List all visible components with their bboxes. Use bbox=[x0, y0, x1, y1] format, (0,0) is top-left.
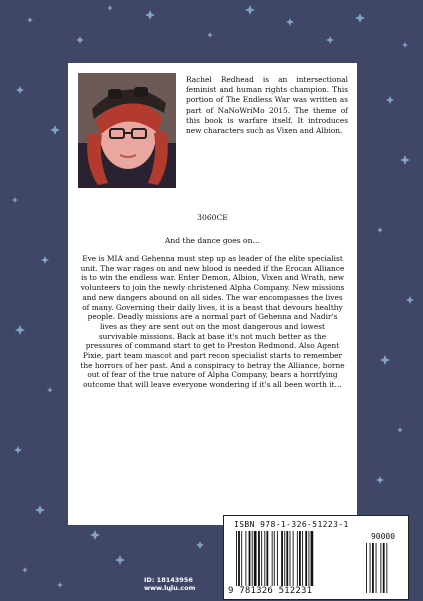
star-icon bbox=[207, 32, 213, 38]
star-icon bbox=[115, 555, 125, 565]
book-blurb: Eve is MIA and Gehenna must step up as leader of the elite specialist unit. The war rages on and new blood is needed if the Erocan Alliance is to win the endless war. Enter Demon, Albion, Vixen and Wrath, new volunteers to join the newly christened Alpha Company. New missions and new dangers abound on all sides. The war encompasses the lives of many. Governing their daily lives, it is a beast that devours healthy people. Deadly missions are a normal part of Gehenna and Nadir's lives as they are sent out on the most dangerous and lowest survivable missions. Back at base it's not much better as the pressures of command start to get to Preston Redmond. Also Agent Pixie, part team mascot and part recon specialist starts to remember the horrors of her past. And a conspiracy to betray the Alliance, borne out of fear of the true nature of Alpha Company, bears a horrifying outcome that will leave everyone wondering if it's all been worth it… bbox=[80, 254, 345, 390]
star-icon bbox=[377, 227, 383, 233]
author-photo bbox=[78, 73, 176, 188]
star-icon bbox=[355, 13, 365, 23]
star-icon bbox=[47, 387, 53, 393]
star-icon bbox=[76, 36, 84, 44]
publisher-id: ID: 18143956 bbox=[144, 576, 193, 584]
ean-digits: 9 781326 512231 bbox=[228, 586, 313, 596]
star-icon bbox=[326, 36, 334, 44]
star-icon bbox=[386, 96, 394, 104]
star-icon bbox=[397, 427, 403, 433]
year-heading: 3060CE bbox=[197, 213, 228, 222]
star-icon bbox=[376, 476, 384, 484]
price-code: 90000 bbox=[370, 532, 396, 541]
star-icon bbox=[145, 10, 155, 20]
star-icon bbox=[107, 5, 113, 11]
isbn-barcode bbox=[223, 515, 409, 600]
star-icon bbox=[402, 42, 408, 48]
star-icon bbox=[16, 86, 24, 94]
star-icon bbox=[22, 567, 28, 573]
star-icon bbox=[245, 5, 255, 15]
tagline: And the dance goes on… bbox=[164, 236, 261, 245]
star-icon bbox=[35, 505, 45, 515]
isbn-text: ISBN 978-1-326-51223-1 bbox=[234, 520, 349, 529]
star-icon bbox=[27, 17, 33, 23]
publisher-url: www.lulu.com bbox=[144, 584, 196, 592]
star-icon bbox=[14, 446, 22, 454]
star-icon bbox=[406, 296, 414, 304]
publisher-info bbox=[144, 576, 195, 592]
star-icon bbox=[400, 155, 410, 165]
star-icon bbox=[50, 125, 60, 135]
star-icon bbox=[41, 256, 49, 264]
star-icon bbox=[57, 582, 63, 588]
star-icon bbox=[12, 197, 18, 203]
star-icon bbox=[286, 18, 294, 26]
star-icon bbox=[90, 530, 100, 540]
star-icon bbox=[380, 355, 390, 365]
author-bio: Rachel Redhead is an intersectional feminist and human rights champion. This portion of The Endless War was written as part of NaNoWriMo 2015. The theme of this book is warfare itself. It introduces new characters such as Vixen and Albion. bbox=[186, 75, 348, 136]
star-icon bbox=[196, 541, 204, 549]
back-cover-text-panel bbox=[68, 63, 357, 525]
star-icon bbox=[15, 325, 25, 335]
